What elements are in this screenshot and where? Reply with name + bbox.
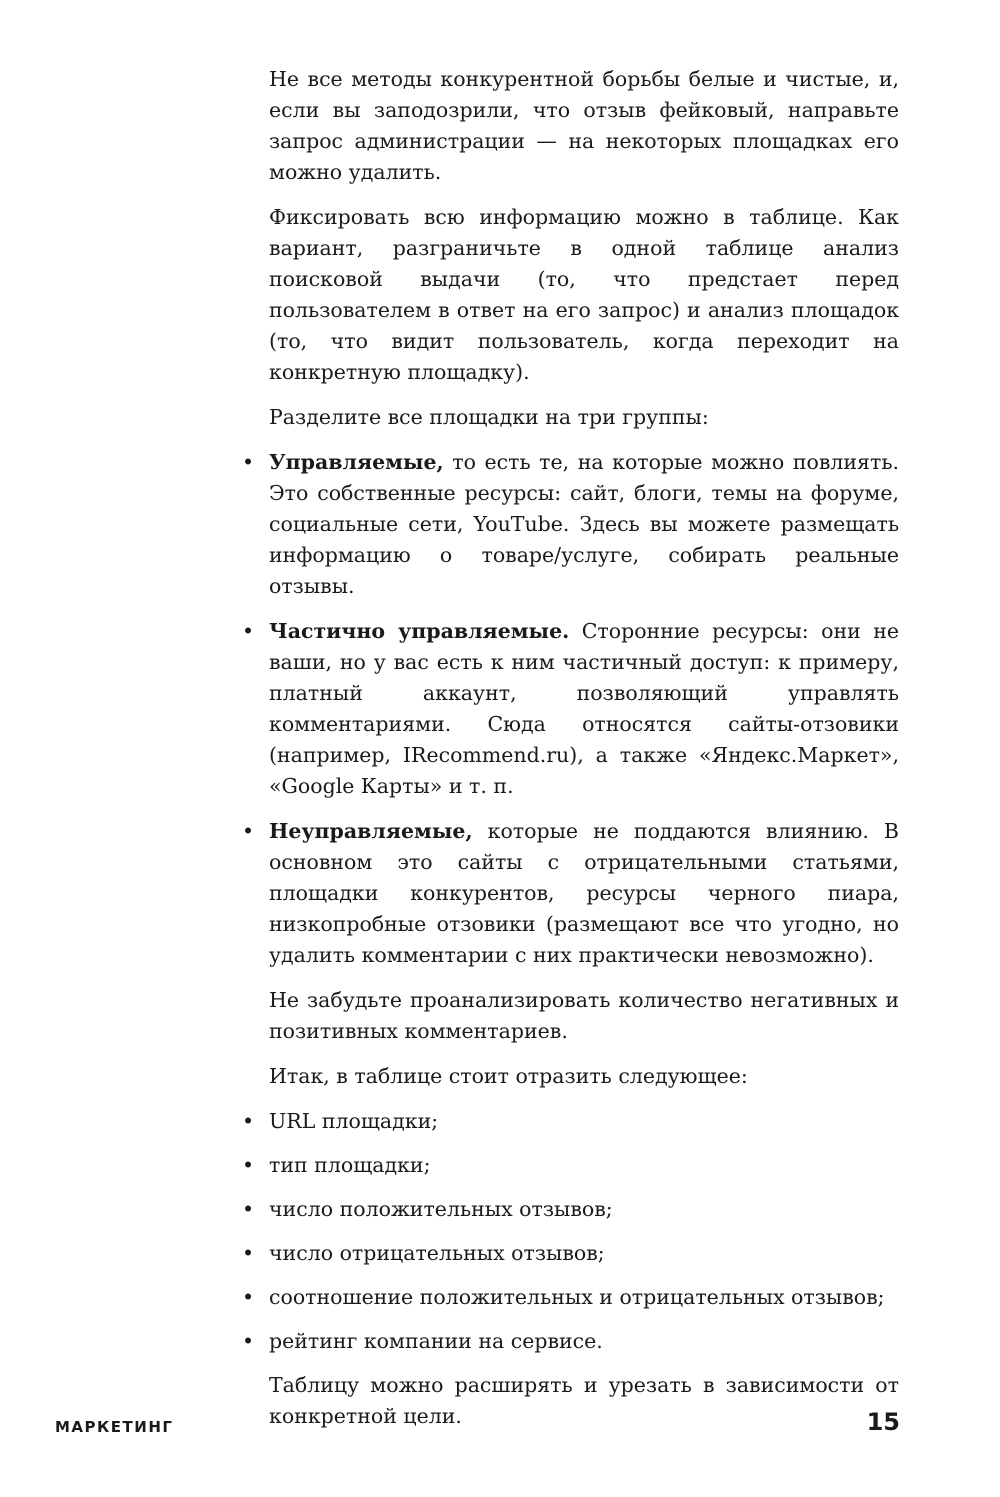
list-item-partially-managed: [242, 616, 899, 802]
list-item: [242, 1282, 899, 1313]
list-item-text: рейтинг компании на сервисе.: [269, 1329, 603, 1353]
list-item-managed: [242, 447, 899, 602]
bullet-icon: •: [242, 1285, 255, 1309]
bullet-icon: •: [242, 1329, 255, 1353]
paragraph-fake-reviews: Не все методы конкурентной борьбы белые и чистые, и, если вы заподозрили, что отзыв фейковый, направьте запрос администрации — на некоторых площадках его можно удалить.: [269, 67, 899, 184]
list-item-text: соотношение положительных и отрицательных отзывов;: [269, 1285, 885, 1309]
paragraph-analyze-comments: Не забудьте проанализировать количество негативных и позитивных комментариев.: [269, 988, 899, 1043]
bullet-icon: •: [242, 1241, 255, 1265]
table-fields-list: [242, 1106, 899, 1357]
paragraph-three-groups-intro: Разделите все площадки на три группы:: [269, 405, 709, 429]
bullet-icon: •: [242, 1197, 255, 1221]
footer-section-title: МАРКЕТИНГ: [55, 1418, 174, 1436]
term-unmanaged: Неуправляемые,: [269, 819, 473, 843]
bullet-icon: •: [242, 1153, 255, 1177]
list-item-unmanaged: [242, 816, 899, 971]
paragraph-table-recording: Фиксировать всю информацию можно в таблице. Как вариант, разграничьте в одной таблице анализ поисковой выдачи (то, что предстает перед пользователем в ответ на его запрос) и анализ площадок (то, что видит пользователь, когда переходит на конкретную площадку).: [269, 205, 899, 384]
paragraph-table-contents-intro: Итак, в таблице стоит отразить следующее:: [269, 1064, 748, 1088]
term-partially-managed: Частично управляемые.: [269, 619, 570, 643]
page-number: 15: [866, 1408, 900, 1436]
list-item: [242, 1194, 899, 1225]
text-column: [242, 64, 899, 1446]
bullet-icon: •: [242, 619, 255, 643]
description-partially-managed: Сторонние ресурсы: они не ваши, но у вас есть к ним частичный доступ: к примеру, платный аккаунт, позволяющий управлять комментариями. Сюда относятся сайты-отзовики (например, IRecommend.ru), а также «Яндекс.Маркет», «Google Карты» и т. п.: [269, 619, 899, 798]
list-item-text: число отрицательных отзывов;: [269, 1241, 605, 1265]
platform-groups-list: [242, 447, 899, 971]
list-item-text: число положительных отзывов;: [269, 1197, 613, 1221]
list-item: [242, 1326, 899, 1357]
term-managed: Управляемые,: [269, 450, 444, 474]
list-item: [242, 1106, 899, 1137]
list-item-text: URL площадки;: [269, 1109, 439, 1133]
description-managed: то есть те, на которые можно повлиять. Это собственные ресурсы: сайт, блоги, темы на форуме, социальные сети, YouTube. Здесь вы можете размещать информацию о товаре/услуге, собирать реальные отзывы.: [269, 450, 899, 598]
list-item: [242, 1238, 899, 1269]
bullet-icon: •: [242, 1109, 255, 1133]
list-item-text: тип площадки;: [269, 1153, 431, 1177]
bullet-icon: •: [242, 819, 255, 843]
paragraph-table-scope: Таблицу можно расширять и урезать в зависимости от конкретной цели.: [269, 1373, 899, 1428]
list-item: [242, 1150, 899, 1181]
description-unmanaged: которые не поддаются влиянию. В основном это сайты с отрицательными статьями, площадки конкурентов, ресурсы черного пиара, низкопробные отзовики (размещают все что угодно, но удалить комментарии с них практически невозможно).: [269, 819, 899, 967]
bullet-icon: •: [242, 450, 255, 474]
